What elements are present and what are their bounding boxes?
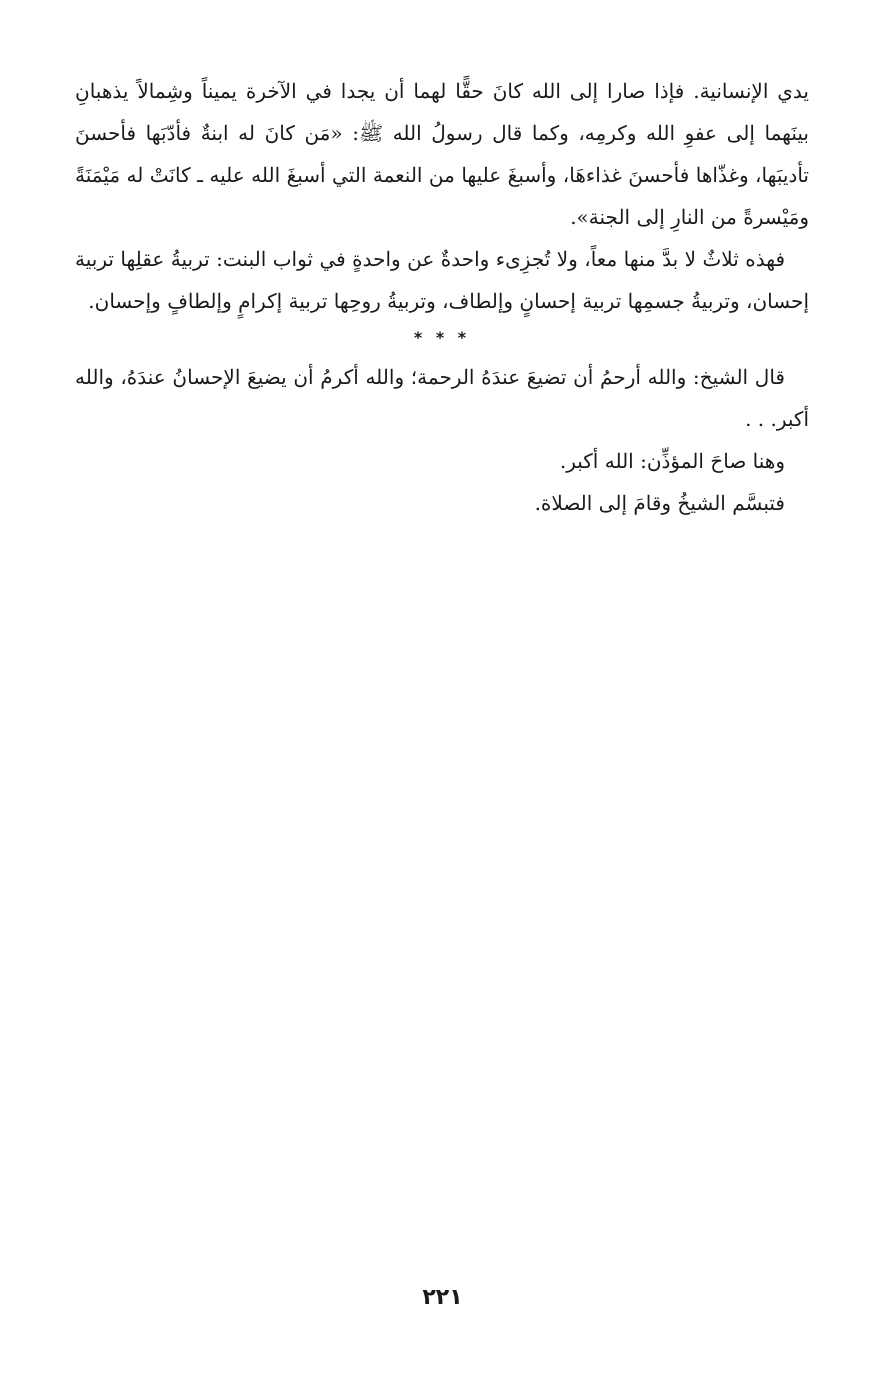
paragraph-1: يدي الإنسانية. فإذا صارا إلى الله كانَ حقًّا لهما أن يجدا في الآخرة يميناً وشِمالاً يذهبانِ بينَهما إلى عفوِ الله وكرمِه، وكما قال رسولُ الله ﷺ: «مَن كانَ له ابنةٌ فأدّبَها فأحسنَ تأديبَها، وغذّاها فأحسنَ غذاءهَا، وأسبغَ عليها من النعمة التي أسبغَ الله عليه ـ كانَتْ له مَيْمَنَةً ومَيْسرةً من النارِ إلى الجنة».: [75, 79, 809, 229]
paragraph-2: فهذه ثلاثٌ لا بدَّ منها معاً، ولا تُجزِىء واحدةٌ عن واحدةٍ في ثواب البنت: تربيةُ عقلِها تربية إحسان، وتربيةُ جسمِها تربية إحسانٍ وإلطاف، وتربيةُ روحِها تربية إكرامٍ وإلطافٍ وإحسان.: [75, 247, 809, 313]
page-number: ٢٢١: [422, 1285, 463, 1310]
section-separator: * * *: [413, 328, 471, 347]
paragraph-4: وهنا صاحَ المؤذِّن: الله أكبر.: [559, 449, 785, 473]
paragraph-3: قال الشيخ: والله أرحمُ أن تضيعَ عندَهُ الرحمة؛ والله أكرمُ أن يضيعَ الإحسانُ عندَهُ، والله أكبر. . .: [75, 365, 809, 431]
paragraph-5: فتبسَّم الشيخُ وقامَ إلى الصلاة.: [534, 491, 785, 515]
page-body: [75, 70, 809, 524]
